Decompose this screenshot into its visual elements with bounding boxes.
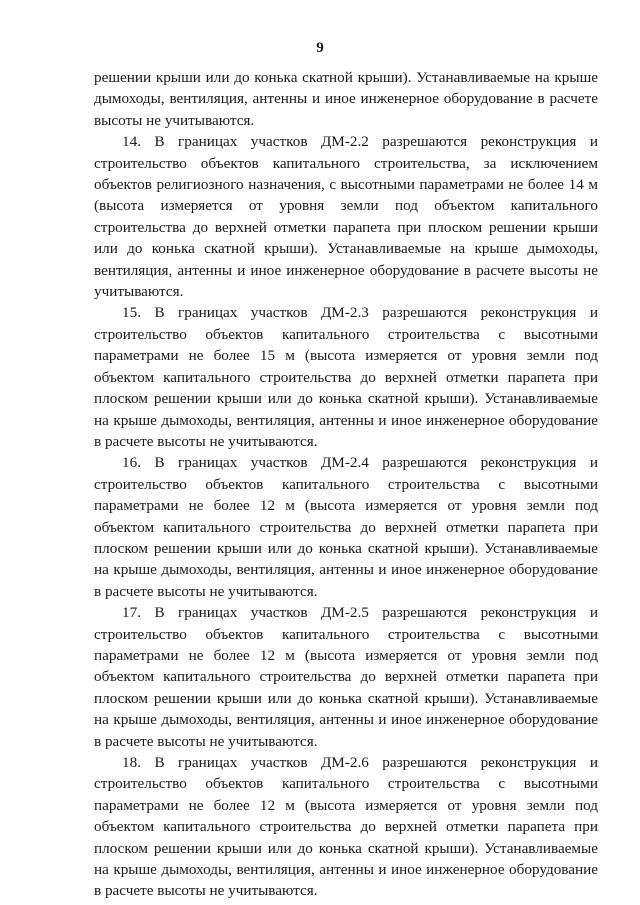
paragraph-continuation: решении крыши или до конька скатной крыши). Устанавливаемые на крыше дымоходы, вентиляция, антенны и иное инженерное оборудование в расчете высоты не учитываются. [94,69,598,129]
paragraph-item-16: 16. В границах участков ДМ-2.4 разрешаются реконструкция и строительство объектов капитального строительства с высотными параметрами не более 12 м (высота измеряется от уровня земли под объектом капитального строительства до верхней отметки парапета при плоском решении крыши или до конька скатной крыши). Устанавливаемые на крыше дымоходы, вентиляция, антенны и иное инженерное оборудование в расчете высоты не учитываются. [94,454,598,600]
paragraph-item-15: 15. В границах участков ДМ-2.3 разрешаются реконструкция и строительство объектов капитального строительства с высотными параметрами не более 15 м (высота измеряется от уровня земли под объектом капитального строительства до верхней отметки парапета при плоском решении крыши или до конька скатной крыши). Устанавливаемые на крыше дымоходы, вентиляция, антенны и иное инженерное оборудование в расчете высоты не учитываются. [94,304,598,450]
paragraph-item-18: 18. В границах участков ДМ-2.6 разрешаются реконструкция и строительство объектов капитального строительства с высотными параметрами не более 12 м (высота измеряется от уровня земли под объектом капитального строительства до верхней отметки парапета при плоском решении крыши или до конька скатной крыши). Устанавливаемые на крыше дымоходы, вентиляция, антенны и иное инженерное оборудование в расчете высоты не учитываются. [94,754,598,900]
paragraph-item-14: 14. В границах участков ДМ-2.2 разрешаются реконструкция и строительство объектов капитального строительства, за исключением объектов религиозного назначения, с высотными параметрами не более 14 м (высота измеряется от уровня земли под объектом капитального строительства до верхней отметки парапета при плоском решении крыши или до конька скатной крыши). Устанавливаемые на крыше дымоходы, вентиляция, антенны и иное инженерное оборудование в расчете высоты не учитываются. [94,133,598,301]
document-body [94,67,598,902]
paragraph-item-17: 17. В границах участков ДМ-2.5 разрешаются реконструкция и строительство объектов капитального строительства с высотными параметрами не более 12 м (высота измеряется от уровня земли под объектом капитального строительства до верхней отметки парапета при плоском решении крыши или до конька скатной крыши). Устанавливаемые на крыше дымоходы, вентиляция, антенны и иное инженерное оборудование в расчете высоты не учитываются. [94,604,598,750]
page-number: 9 [316,40,324,56]
